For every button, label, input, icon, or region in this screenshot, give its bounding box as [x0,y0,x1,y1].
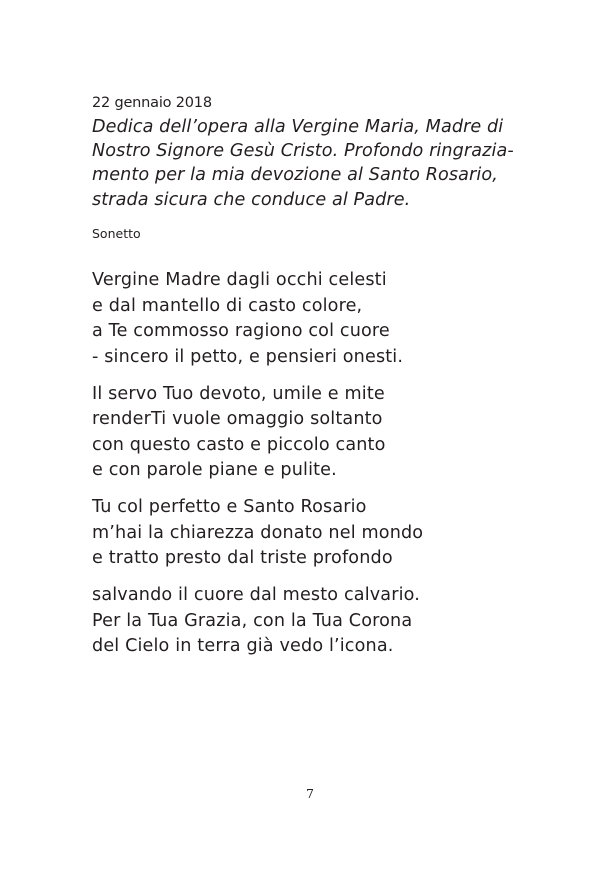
poem-date: 22 gennaio 2018 [92,95,212,111]
verse-line: - sincero il petto, e pensieri onesti. [92,346,404,367]
poem-body [92,268,512,671]
verse-line: m’hai la chiarezza donato nel mondo [92,522,424,543]
dedication-line: strada sicura che conduce al Padre. [92,189,411,210]
verse-line: Il servo Tuo devoto, umile e mite [92,383,385,404]
dedication-line: Nostro Signore Gesù Cristo. Profondo ringrazia- [92,141,514,162]
stanza-1 [92,268,512,370]
verse-line: e tratto presto dal triste profondo [92,548,393,568]
dedication-line: mento per la mia devozione al Santo Rosario, [92,165,498,186]
poem-form-label: Sonetto [92,226,141,241]
verse-line: Tu col perfetto e Santo Rosario [92,497,367,517]
stanza-4 [92,583,512,660]
verse-line: e dal mantello di casto colore, [92,295,363,316]
dedication-line: Dedica dell’opera alla Vergine Maria, Madre di [92,117,504,137]
dedication-text [92,115,522,212]
verse-line: Per la Tua Grazia, con la Tua Corona [92,610,413,631]
verse-line: con questo casto e piccolo canto [92,434,386,455]
verse-line: a Te commosso ragiono col cuore [92,321,390,341]
verse-line: renderTi vuole omaggio soltanto [92,409,383,429]
verse-line: e con parole piane e pulite. [92,460,337,480]
page-number: 7 [306,786,314,801]
verse-line: Vergine Madre dagli occhi celesti [92,270,387,290]
verse-line: salvando il cuore dal mesto calvario. [92,585,420,605]
stanza-3 [92,495,512,572]
verse-line: del Cielo in terra già vedo l’icona. [92,636,394,656]
stanza-2 [92,382,512,484]
